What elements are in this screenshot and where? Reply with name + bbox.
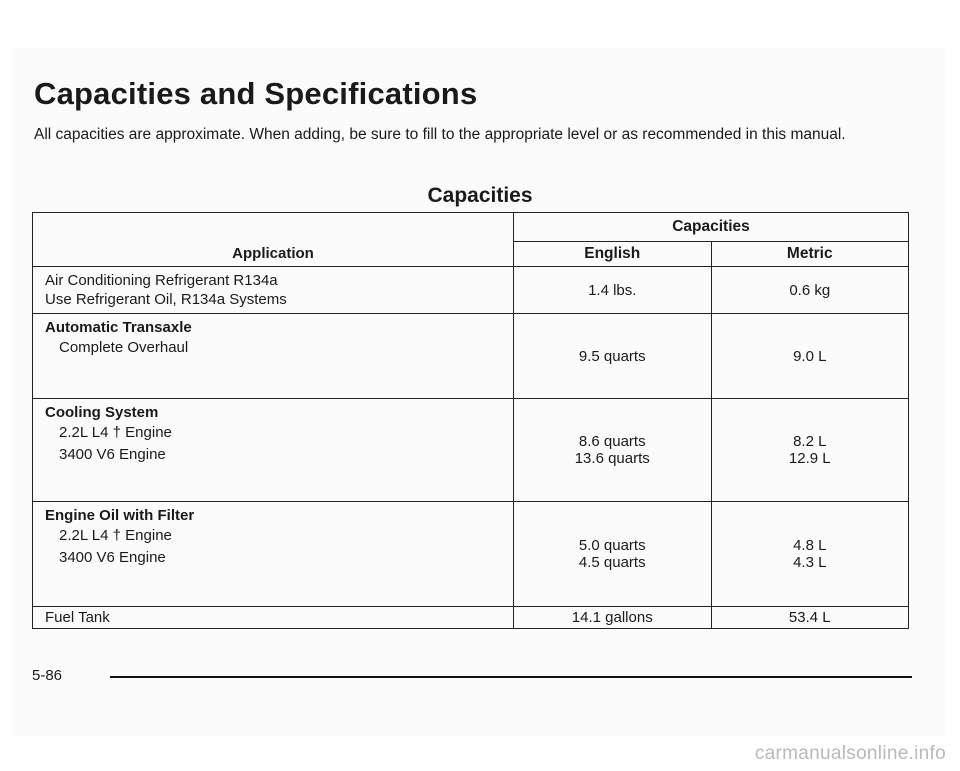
header-english: English	[514, 242, 712, 267]
application-line: 3400 V6 Engine	[59, 446, 166, 463]
metric-value: 9.0 L	[793, 347, 827, 365]
english-value: 14.1 gallons	[571, 609, 653, 626]
header-capacities: Capacities	[514, 213, 909, 242]
watermark: carmanualsonline.info	[754, 743, 946, 764]
metric-value: 4.8 L	[793, 537, 827, 554]
application-line: Air Conditioning Refrigerant R134a	[45, 272, 278, 289]
table-title: Capacities	[427, 184, 533, 207]
english-value: 4.5 quarts	[578, 554, 646, 571]
application-cell	[33, 502, 514, 607]
english-cell	[514, 607, 712, 629]
application-cell	[33, 607, 514, 629]
english-cell	[514, 267, 712, 314]
english-value: 9.5 quarts	[578, 347, 646, 365]
intro-paragraph: All capacities are approximate. When adding, be sure to fill to the appropriate level or as recommended in this manual.	[34, 126, 846, 143]
metric-value: 12.9 L	[788, 450, 831, 467]
table-row	[33, 314, 909, 399]
metric-value: 4.3 L	[793, 554, 827, 571]
metric-cell	[711, 399, 909, 502]
header-metric: Metric	[711, 242, 909, 267]
table-row	[33, 502, 909, 607]
capacities-table	[32, 212, 909, 629]
footer-rule	[110, 676, 912, 678]
page-title: Capacities and Specifications	[34, 76, 478, 111]
page-number: 5-86	[32, 667, 63, 684]
table-row	[33, 607, 909, 629]
metric-cell	[711, 502, 909, 607]
english-cell	[514, 399, 712, 502]
english-cell	[514, 502, 712, 607]
english-value: 13.6 quarts	[574, 450, 650, 467]
english-value: 5.0 quarts	[578, 537, 646, 554]
metric-value: 53.4 L	[788, 609, 831, 626]
metric-cell	[711, 267, 909, 314]
metric-cell	[711, 607, 909, 629]
application-cell	[33, 314, 514, 399]
header-application: Application	[33, 213, 514, 267]
application-line: 3400 V6 Engine	[59, 549, 166, 566]
metric-value: 0.6 kg	[789, 281, 831, 299]
table-header-row	[33, 213, 909, 242]
english-cell	[514, 314, 712, 399]
application-line: Use Refrigerant Oil, R134a Systems	[45, 291, 287, 308]
application-line: 2.2L L4 † Engine	[59, 527, 172, 544]
application-line: Complete Overhaul	[59, 339, 189, 356]
application-cell	[33, 399, 514, 502]
table-row	[33, 399, 909, 502]
metric-cell	[711, 314, 909, 399]
group-heading: Cooling System	[45, 404, 159, 421]
group-heading: Engine Oil with Filter	[45, 507, 195, 524]
english-value: 8.6 quarts	[578, 433, 646, 450]
english-value: 1.4 lbs.	[588, 281, 637, 299]
table-row	[33, 267, 909, 314]
application-line: Fuel Tank	[45, 609, 110, 626]
application-line: 2.2L L4 † Engine	[59, 424, 172, 441]
metric-value: 8.2 L	[793, 433, 827, 450]
application-cell	[33, 267, 514, 314]
group-heading: Automatic Transaxle	[45, 319, 192, 336]
